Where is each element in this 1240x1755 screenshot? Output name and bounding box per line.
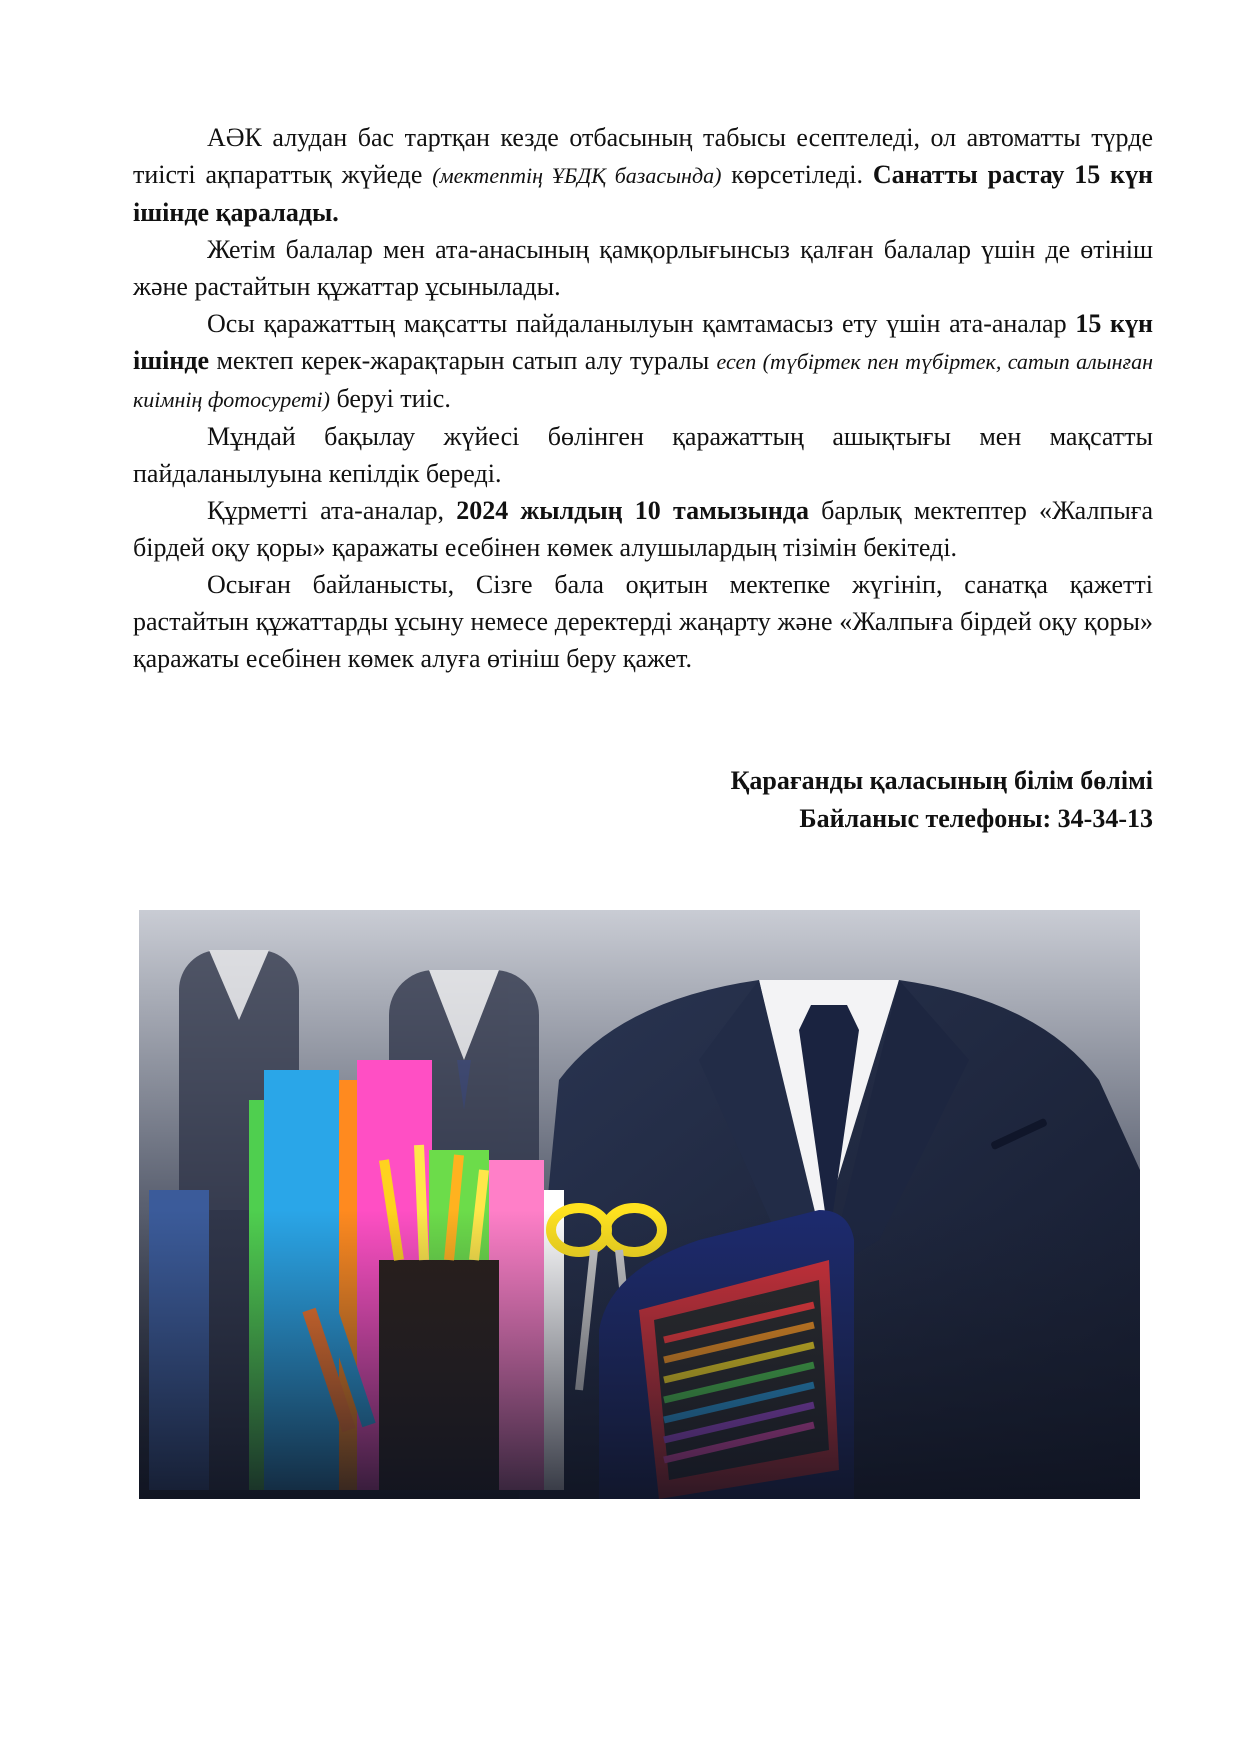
- contact-phone: Байланыс телефоны: 34-34-13: [799, 804, 1153, 833]
- paragraph-1-italic: (мектептің ҰБДҚ базасында): [432, 163, 722, 188]
- paragraph-1-text: АӘК алудан бас тартқан кезде отбасының табысы есептеледі, ол автоматты түрде тиісті ақпараттық жүйеде: [133, 123, 1153, 189]
- paragraph-4: [133, 418, 1153, 492]
- paragraph-5: [133, 492, 1153, 566]
- paragraph-6: [133, 566, 1153, 677]
- paragraph-3: [133, 305, 1153, 418]
- paragraph-3-text-3: беруі тиіс.: [330, 384, 451, 413]
- signature-block: [731, 762, 1153, 838]
- photo-illustration: [139, 910, 1140, 1499]
- paragraph-6-text: Осыған байланысты, Сізге бала оқитын мектепке жүгініп, санатқа қажетті растайтын құжаттарды ұсыну немесе деректерді жаңарту және «Жалпыға бірдей оқу қоры» қаражаты есебінен көмек алуға өтініш беру қажет.: [133, 570, 1153, 673]
- paragraph-4-text: Мұндай бақылау жүйесі бөлінген қаражаттың ашықтығы мен мақсатты пайдаланылуына кепілдік береді.: [133, 422, 1153, 488]
- paragraph-5-bold: 2024 жылдың 10 тамызында: [456, 496, 809, 525]
- paragraph-5-text: Құрметті ата-аналар,: [207, 496, 457, 525]
- paragraph-5-text-2: барлық мектептер «Жалпыға бірдей оқу қоры» қаражаты есебінен көмек алушылардың тізімін бекітеді.: [133, 496, 1154, 562]
- paragraph-3-bold: 15 күн ішінде: [133, 309, 1153, 375]
- paragraph-1-bold: Санатты растау 15 күн ішінде қаралады.: [133, 160, 1153, 227]
- paragraph-1: [133, 119, 1153, 231]
- paragraph-2: [133, 231, 1153, 305]
- school-uniform-and-supplies-photo: [139, 910, 1140, 1499]
- body-text: [133, 119, 1153, 677]
- paragraph-2-text: Жетім балалар мен ата-анасының қамқорлығынсыз қалған балалар үшін де өтініш және растайтын құжаттар ұсынылады.: [133, 235, 1153, 301]
- paragraph-3-text-2: мектеп керек-жарақтарын сатып алу туралы: [209, 346, 717, 375]
- paragraph-3-italic: есеп (түбіртек пен түбіртек, сатып алынған киімнің фотосуреті): [133, 349, 1153, 412]
- paragraph-3-text: Осы қаражаттың мақсатты пайдаланылуын қамтамасыз ету үшін ата-аналар: [207, 309, 1076, 338]
- paragraph-1-text-2: көрсетіледі.: [721, 160, 873, 189]
- department-name: Қарағанды қаласының білім бөлімі: [730, 766, 1153, 795]
